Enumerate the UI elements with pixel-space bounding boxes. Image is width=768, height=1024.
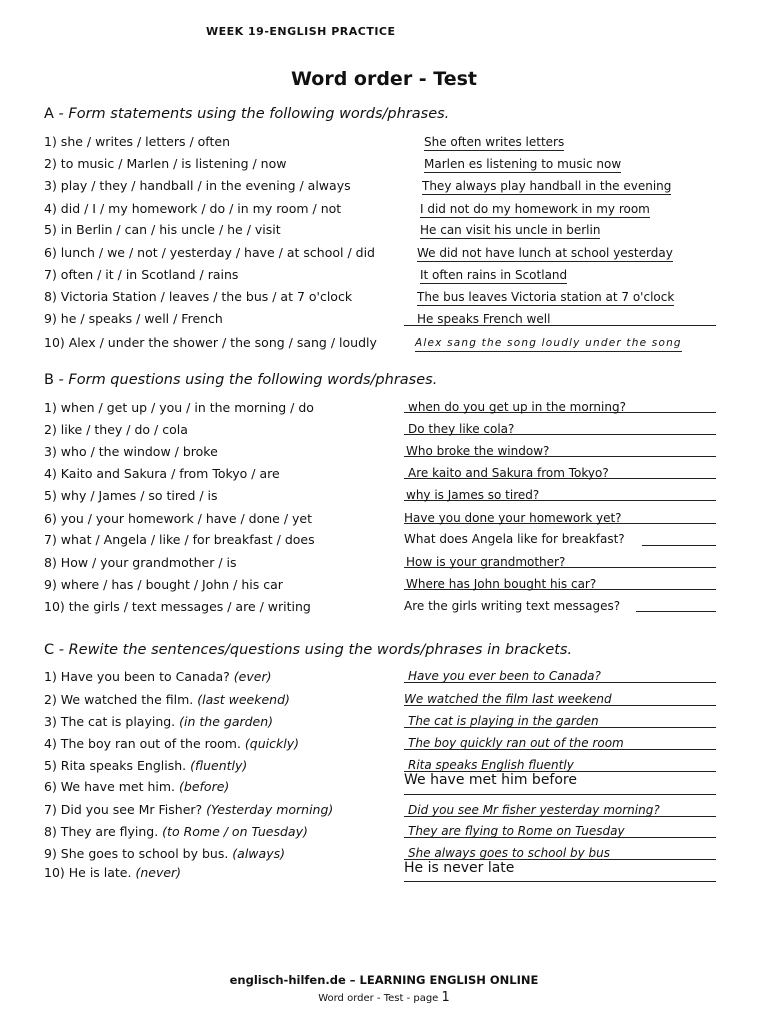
answer-field[interactable]: We watched the film last weekend <box>404 692 612 706</box>
list-item <box>44 692 290 707</box>
page-title: Word order - Test <box>290 68 478 90</box>
prompt-text: 5) why / James / so tired / is <box>44 488 218 503</box>
list-item <box>44 714 273 729</box>
list-item <box>44 289 352 304</box>
prompt-text: 8) Victoria Station / leaves / the bus / at 7 o'clock <box>44 289 353 304</box>
list-item <box>44 824 308 839</box>
answer-field[interactable]: We did not have lunch at school yesterday <box>417 246 673 260</box>
answer-field[interactable]: The boy quickly ran out of the room <box>408 736 624 750</box>
answer-field[interactable]: She always goes to school by bus <box>408 846 611 860</box>
list-item <box>44 400 314 415</box>
answer-field[interactable]: when do you get up in the morning? <box>408 400 626 414</box>
prompt-text: 9) he / speaks / well / French <box>44 311 223 326</box>
answer-field[interactable]: She often writes letters <box>424 135 565 149</box>
answer-field[interactable]: Have you done your homework yet? <box>404 511 622 525</box>
answer-field[interactable]: They always play handball in the evening <box>422 179 672 193</box>
prompt-text: 2) like / they / do / cola <box>44 422 188 437</box>
answer-field[interactable]: He is never late <box>404 860 515 876</box>
hint-text: (last weekend) <box>197 692 290 707</box>
footer-page <box>0 990 768 1005</box>
section-c-heading: - Rewite the sentences/questions using the words/phrases in brackets. <box>54 642 573 658</box>
list-item <box>44 779 229 794</box>
list-item <box>44 488 218 503</box>
list-item <box>44 201 341 216</box>
list-item <box>44 511 312 526</box>
list-item <box>44 736 299 751</box>
prompt-text: 10) the girls / text messages / are / writing <box>44 599 311 614</box>
answer-field[interactable]: Alex sang the song loudly under the song <box>415 336 682 352</box>
list-item <box>44 599 311 614</box>
answer-field[interactable]: What does Angela like for breakfast? <box>404 532 625 546</box>
list-item <box>44 802 333 817</box>
footer-page-label: Word order - Test - page <box>318 993 439 1004</box>
answer-field[interactable]: Do they like cola? <box>408 422 515 436</box>
prompt-text: 5) Rita speaks English. <box>44 758 187 773</box>
prompt-text: 7) what / Angela / like / for breakfast / does <box>44 532 315 547</box>
list-item <box>44 577 283 592</box>
prompt-text: 7) often / it / in Scotland / rains <box>44 267 239 282</box>
answer-field[interactable]: Have you ever been to Canada? <box>408 669 601 683</box>
hint-text: (fluently) <box>190 758 248 773</box>
section-a-letter: A <box>44 106 54 122</box>
section-b-heading: - Form questions using the following words/phrases. <box>53 372 438 388</box>
prompt-text: 9) She goes to school by bus. <box>44 846 229 861</box>
prompt-text: 3) play / they / handball / in the evening / always <box>44 178 351 193</box>
list-item <box>44 555 237 570</box>
list-item <box>44 134 230 149</box>
answer-underline <box>404 794 716 795</box>
answer-field[interactable]: The cat is playing in the garden <box>408 714 599 728</box>
answer-field[interactable]: I did not do my homework in my room <box>420 202 650 216</box>
answer-field[interactable]: Where has John bought his car? <box>406 577 597 591</box>
answer-field[interactable]: Did you see Mr fisher yesterday morning? <box>408 803 660 817</box>
header-week: WEEK 19-ENGLISH PRACTICE <box>206 25 396 38</box>
section-c-title <box>44 642 572 658</box>
list-item <box>44 846 285 861</box>
list-item <box>44 466 280 481</box>
answer-field[interactable]: Marlen es listening to music now <box>424 157 622 171</box>
prompt-text: 9) where / has / bought / John / his car <box>44 577 283 592</box>
hint-text: (before) <box>179 779 230 794</box>
prompt-text: 4) did / I / my homework / do / in my room / not <box>44 201 342 216</box>
hint-text: (quickly) <box>244 736 299 751</box>
prompt-text: 4) The boy ran out of the room. <box>44 736 241 751</box>
prompt-text: 3) The cat is playing. <box>44 714 176 729</box>
list-item <box>44 222 281 237</box>
list-item <box>44 156 286 171</box>
list-item <box>44 444 218 459</box>
hint-text: (to Rome / on Tuesday) <box>162 824 308 839</box>
answer-underline <box>636 611 716 612</box>
page-number: 1 <box>441 990 450 1005</box>
hint-text: (never) <box>135 865 182 880</box>
answer-field[interactable]: Are kaito and Sakura from Tokyo? <box>408 466 609 480</box>
prompt-text: 2) to music / Marlen / is listening / now <box>44 156 287 171</box>
answer-field[interactable]: Rita speaks English fluently <box>408 758 574 772</box>
prompt-text: 2) We watched the film. <box>44 692 194 707</box>
list-item <box>44 178 351 193</box>
prompt-text: 1) when / get up / you / in the morning / do <box>44 400 314 415</box>
list-item <box>44 311 223 326</box>
answer-field[interactable]: It often rains in Scotland <box>420 268 568 282</box>
list-item <box>44 335 377 350</box>
section-a-heading: - Form statements using the following words/phrases. <box>53 106 450 122</box>
prompt-text: 4) Kaito and Sakura / from Tokyo / are <box>44 466 280 481</box>
list-item <box>44 669 271 684</box>
list-item <box>44 245 375 260</box>
prompt-text: 5) in Berlin / can / his uncle / he / visit <box>44 222 281 237</box>
prompt-text: 8) They are flying. <box>44 824 159 839</box>
prompt-text: 10) Alex / under the shower / the song / sang / loudly <box>44 335 377 350</box>
prompt-text: 6) lunch / we / not / yesterday / have / at school / did <box>44 245 375 260</box>
prompt-text: 3) who / the window / broke <box>44 444 218 459</box>
answer-field[interactable]: He speaks French well <box>417 312 551 326</box>
list-item <box>44 422 188 437</box>
prompt-text: 1) Have you been to Canada? <box>44 669 230 684</box>
footer-site: englisch-hilfen.de – LEARNING ENGLISH ONLINE <box>229 973 539 987</box>
list-item <box>44 267 238 282</box>
prompt-text: 8) How / your grandmother / is <box>44 555 237 570</box>
section-b-title <box>44 372 437 388</box>
answer-underline <box>642 545 716 546</box>
section-b-letter: B <box>44 372 54 388</box>
answer-field[interactable]: They are flying to Rome on Tuesday <box>408 824 625 838</box>
answer-field[interactable]: The bus leaves Victoria station at 7 o'clock <box>417 290 675 304</box>
answer-underline <box>404 881 716 882</box>
list-item <box>44 758 247 773</box>
prompt-text: 6) We have met him. <box>44 779 176 794</box>
answer-field[interactable]: He can visit his uncle in berlin <box>420 223 601 237</box>
answer-field[interactable]: why is James so tired? <box>406 488 540 502</box>
prompt-text: 1) she / writes / letters / often <box>44 134 230 149</box>
section-a-title <box>44 106 449 122</box>
list-item <box>44 865 181 880</box>
section-c-letter: C <box>44 642 55 658</box>
prompt-text: 7) Did you see Mr Fisher? <box>44 802 203 817</box>
prompt-text: 6) you / your homework / have / done / yet <box>44 511 313 526</box>
hint-text: (Yesterday morning) <box>206 802 334 817</box>
hint-text: (in the garden) <box>179 714 274 729</box>
list-item <box>44 532 315 547</box>
hint-text: (always) <box>232 846 285 861</box>
answer-field[interactable]: Are the girls writing text messages? <box>404 599 621 613</box>
prompt-text: 10) He is late. <box>44 865 132 880</box>
answer-field[interactable]: We have met him before <box>404 772 577 788</box>
answer-field[interactable]: Who broke the window? <box>406 444 550 458</box>
hint-text: (ever) <box>233 669 272 684</box>
answer-field[interactable]: How is your grandmother? <box>406 555 566 569</box>
